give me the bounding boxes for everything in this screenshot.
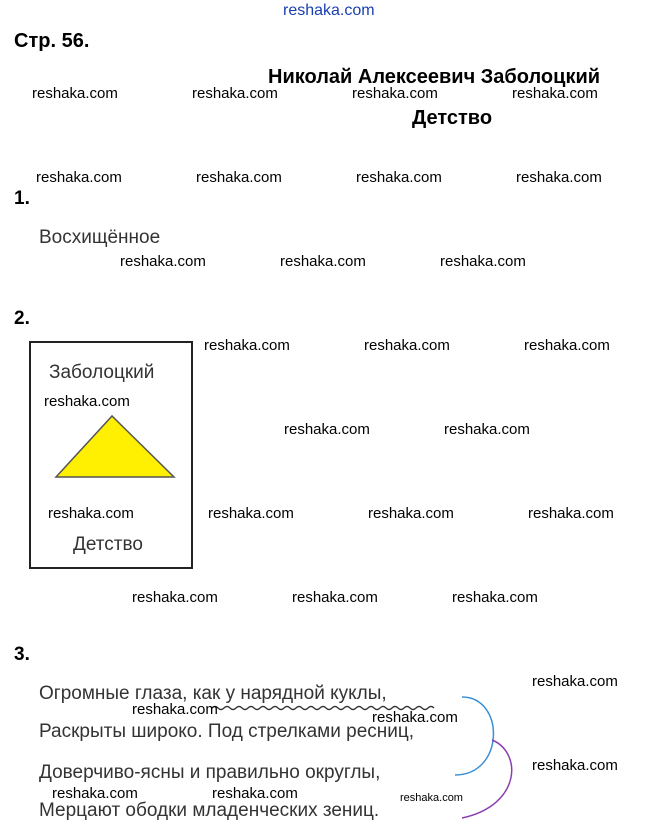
cover-title: Детство <box>73 534 143 555</box>
question-1-answer: Восхищённое <box>39 227 161 248</box>
triangle-shape <box>56 416 174 477</box>
cover-author: Заболоцкий <box>49 362 155 383</box>
question-1-number: 1. <box>14 188 30 209</box>
watermark: reshaka.com <box>528 505 614 522</box>
poem-line: Доверчиво-ясны и правильно округлы, <box>39 762 381 783</box>
watermark: reshaka.com <box>368 505 454 522</box>
watermark: reshaka.com <box>452 589 538 606</box>
watermark: reshaka.com <box>352 85 438 102</box>
watermark: reshaka.com <box>196 169 282 186</box>
watermark: reshaka.com <box>44 393 130 410</box>
watermark: reshaka.com <box>292 589 378 606</box>
poem-line: Раскрыты широко. Под стрелками ресниц, <box>39 721 415 742</box>
watermark: reshaka.com <box>32 85 118 102</box>
watermark: reshaka.com <box>208 505 294 522</box>
watermark: reshaka.com <box>372 709 458 726</box>
watermark: reshaka.com <box>204 337 290 354</box>
question-2-number: 2. <box>14 308 30 329</box>
poem-line: Мерцают ободки младенческих зениц. <box>39 800 380 821</box>
top-watermark: reshaka.com <box>283 2 375 19</box>
watermark: reshaka.com <box>212 785 298 802</box>
watermark: reshaka.com <box>48 505 134 522</box>
watermark: reshaka.com <box>356 169 442 186</box>
watermark: reshaka.com <box>132 589 218 606</box>
watermark: reshaka.com <box>532 673 618 690</box>
watermark: reshaka.com <box>364 337 450 354</box>
watermark: reshaka.com <box>524 337 610 354</box>
watermark: reshaka.com <box>192 85 278 102</box>
author-name: Николай Алексеевич Заболоцкий <box>268 66 601 88</box>
watermark: reshaka.com <box>132 701 218 718</box>
rhyme-bracket-1 <box>455 697 493 775</box>
watermark: reshaka.com <box>444 421 530 438</box>
page-number: Стр. 56. <box>14 30 90 52</box>
poem-title: Детство <box>412 107 493 129</box>
poem-line: Огромные глаза, как у нарядной куклы, <box>39 683 387 704</box>
watermark: reshaka.com <box>280 253 366 270</box>
watermark: reshaka.com <box>516 169 602 186</box>
watermark: reshaka.com <box>532 757 618 774</box>
watermark: reshaka.com <box>52 785 138 802</box>
watermark: reshaka.com <box>284 421 370 438</box>
watermark: reshaka.com <box>120 253 206 270</box>
watermark: reshaka.com <box>400 792 463 804</box>
watermark: reshaka.com <box>440 253 526 270</box>
watermark: reshaka.com <box>36 169 122 186</box>
question-3-number: 3. <box>14 644 30 665</box>
watermark: reshaka.com <box>512 85 598 102</box>
rhyme-bracket-2 <box>462 740 512 818</box>
